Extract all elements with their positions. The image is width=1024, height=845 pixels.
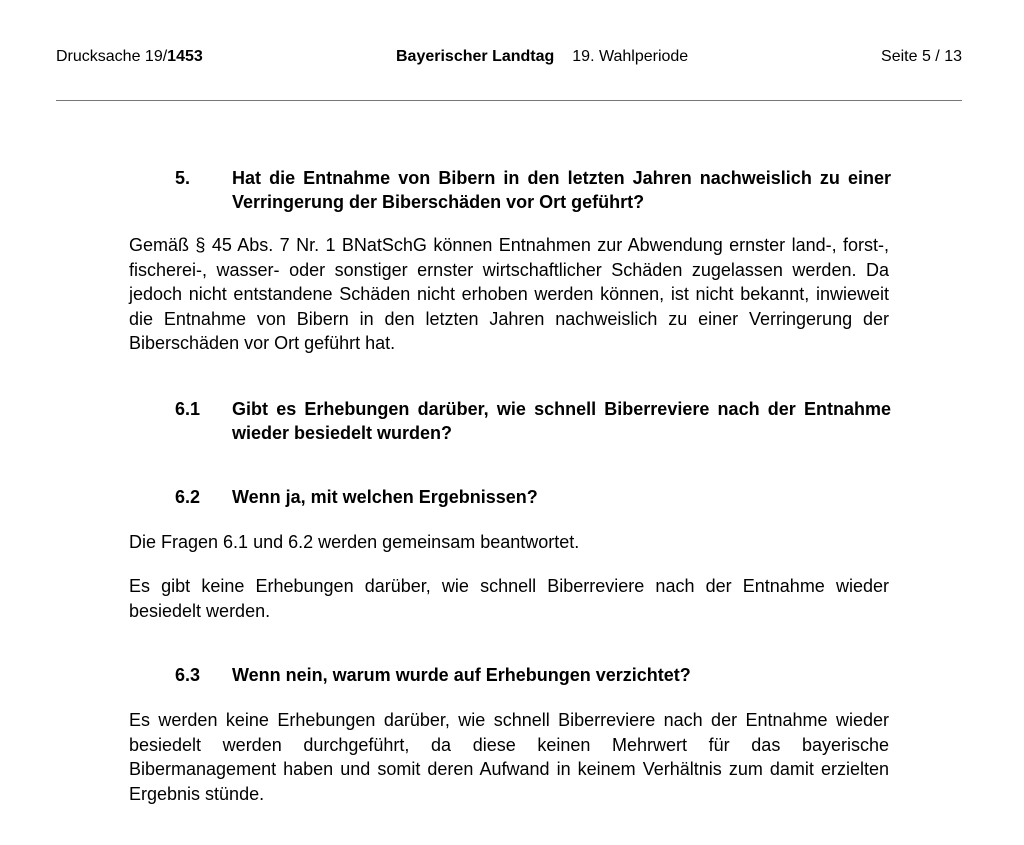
document-number: [56, 46, 203, 68]
question-6-1: [175, 397, 891, 445]
question-text: Hat die Entnahme von Bibern in den letzten Jahren nachweislich zu einer Verringerung der Biberschäden vor Ort geführt?: [232, 168, 891, 212]
answer-5: Gemäß § 45 Abs. 7 Nr. 1 BNatSchG können Entnahmen zur Abwendung ernster land-, forst-, fischerei-, wasser- oder sonstiger ernster wirtschaftlicher Schäden zugelassen werden. Da jedoch nicht entstandene Schäden nicht erhoben werden können, ist nicht bekannt, inwieweit die Entnahme von Bibern in den letzten Jahren nachweislich zu einer Verringerung der Biberschäden vor Ort geführt hat.: [129, 235, 889, 354]
question-5: [175, 166, 891, 214]
question-number: 6.2: [175, 487, 201, 507]
header-parliament-info: [396, 46, 688, 68]
document-number-prefix: Drucksache 19/: [56, 48, 168, 65]
question-number: 6.1: [175, 399, 201, 419]
question-text: Wenn nein, warum wurde auf Erhebungen verzichtet?: [232, 665, 691, 685]
answer-6-1-6-2: Es gibt keine Erhebungen darüber, wie schnell Biberreviere nach der Entnahme wieder besiedelt werden.: [129, 576, 889, 621]
question-6-2: [175, 485, 891, 509]
question-text: Wenn ja, mit welchen Ergebnissen?: [232, 487, 538, 507]
page-number: Seite 5 / 13: [881, 48, 962, 65]
question-text: Gibt es Erhebungen darüber, wie schnell Biberreviere nach der Entnahme wieder besiedelt wurden?: [232, 399, 891, 443]
answer-6-3: Es werden keine Erhebungen darüber, wie schnell Biberreviere nach der Entnahme wieder besiedelt werden durchgeführt, da diese keinen Mehrwert für das bayerische Bibermanagement haben und somit deren Aufwand in keinem Verhältnis zum damit erzielten Ergebnis stünde.: [129, 710, 889, 804]
question-number: 6.3: [175, 665, 201, 685]
page-header: [56, 46, 962, 68]
question-6-3: [175, 663, 891, 687]
answer-6-intro: Die Fragen 6.1 und 6.2 werden gemeinsam beantwortet.: [129, 532, 580, 552]
legislative-period: 19. Wahlperiode: [572, 48, 689, 65]
header-divider: [56, 100, 962, 101]
document-number-value: 1453: [167, 48, 203, 65]
question-number: 5.: [175, 168, 191, 188]
parliament-name: Bayerischer Landtag: [396, 48, 555, 65]
